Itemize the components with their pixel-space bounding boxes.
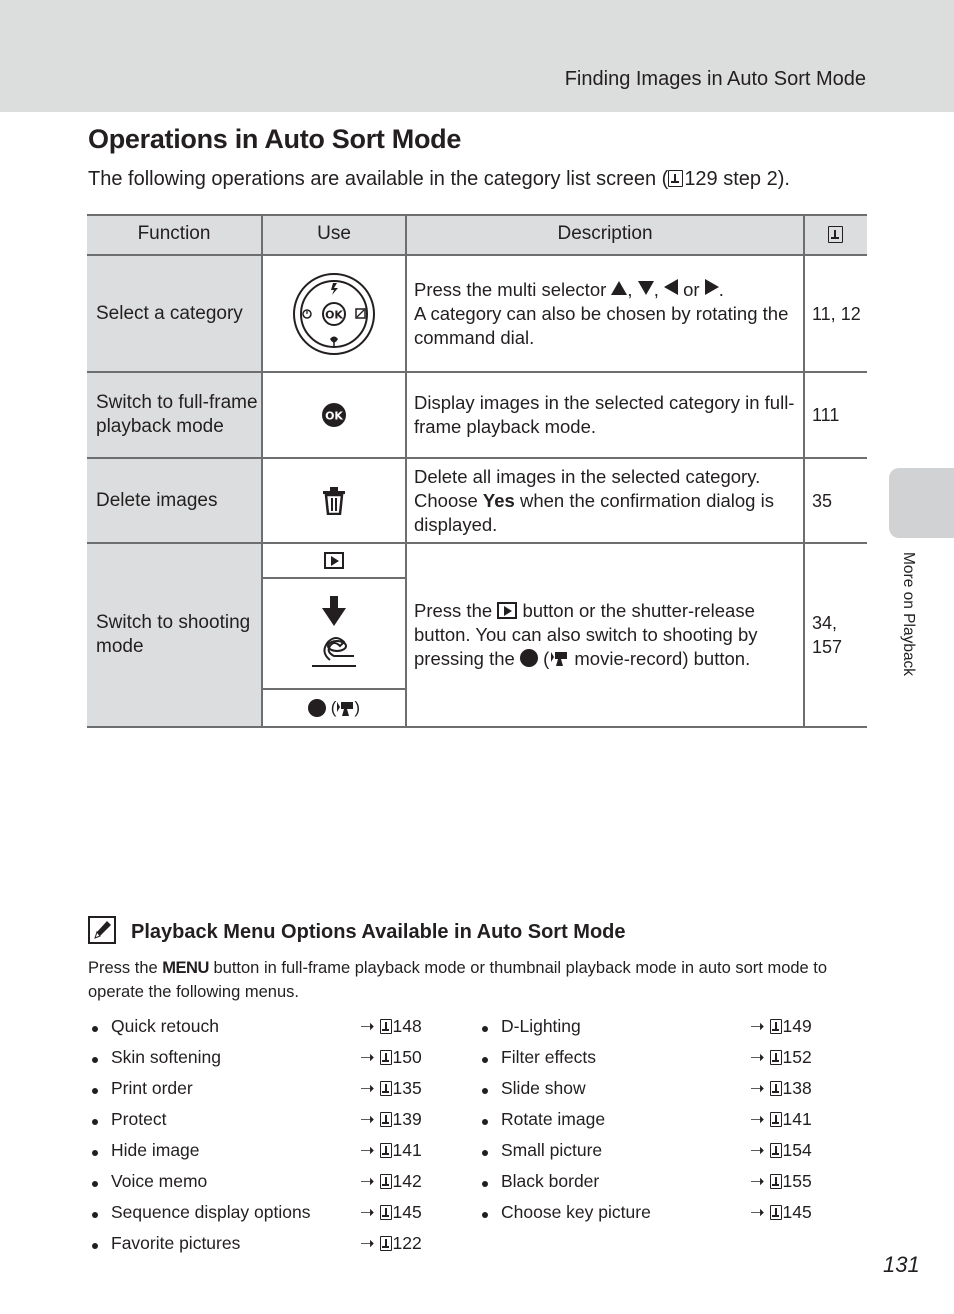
list-item: [89, 1200, 449, 1231]
list-item: [89, 1045, 449, 1076]
menu-options-list-left: [89, 1014, 449, 1262]
list-item: [89, 1076, 449, 1107]
note-text: Press the MENU button in full-frame playback mode or thumbnail playback mode in auto sort mode to operate the following menus.: [88, 959, 828, 1001]
menu-option-label: Rotate image: [501, 1109, 606, 1129]
header-description: Description: [557, 223, 653, 244]
reference-book-icon: [380, 1112, 392, 1127]
bullet-icon: [482, 1181, 488, 1187]
svg-text:OK: OK: [325, 409, 343, 423]
bullet-icon: [92, 1181, 98, 1187]
menu-option-reference: [360, 1233, 422, 1254]
table-row-description: Press the button or the shutter-release button. You can also switch to shooting by pressing the ( movie-record) button.: [414, 600, 758, 669]
playback-button-icon: [263, 544, 405, 577]
arrow-icon: ➝: [750, 1016, 765, 1036]
menu-option-page: 148: [392, 1016, 422, 1036]
menu-option-reference: [750, 1047, 812, 1068]
pencil-note-icon: [88, 916, 116, 944]
list-item: [479, 1045, 839, 1076]
arrow-icon: ➝: [360, 1171, 375, 1191]
playback-button-icon: [497, 602, 517, 619]
menu-option-page: 150: [392, 1047, 422, 1067]
down-arrow-icon: [638, 281, 654, 295]
list-item: [479, 1138, 839, 1169]
menu-option-label: Hide image: [111, 1140, 200, 1160]
menu-option-label: Skin softening: [111, 1047, 221, 1067]
reference-book-icon: [380, 1236, 392, 1251]
arrow-icon: ➝: [360, 1109, 375, 1129]
menu-option-label: Filter effects: [501, 1047, 596, 1067]
menu-option-label: Sequence display options: [111, 1202, 311, 1222]
menu-option-label: Black border: [501, 1171, 600, 1191]
menu-option-label: Print order: [111, 1078, 193, 1098]
menu-option-page: 122: [392, 1233, 422, 1253]
table-row-pages: 34, 157: [812, 613, 843, 657]
reference-book-icon: [770, 1050, 782, 1065]
table-rule: [87, 726, 867, 728]
menu-option-reference: [360, 1109, 422, 1130]
reference-book-icon: [380, 1019, 392, 1034]
reference-book-icon: [380, 1205, 392, 1220]
list-item: [89, 1231, 449, 1262]
ok-button-icon: [263, 373, 405, 457]
arrow-icon: ➝: [750, 1171, 765, 1191]
table-row-pages: 35: [812, 490, 833, 511]
table-row-pages: 11, 12: [812, 303, 861, 324]
bullet-icon: [482, 1212, 488, 1218]
reference-book-icon: [828, 226, 843, 243]
menu-option-page: 145: [392, 1202, 422, 1222]
table-row-description: Delete all images in the selected category. Choose Yes when the confirmation dialog is displayed.: [414, 465, 774, 535]
reference-book-icon: [770, 1174, 782, 1189]
shutter-release-icon: [263, 579, 405, 688]
menu-option-reference: [750, 1109, 812, 1130]
menu-option-page: 149: [782, 1016, 812, 1036]
list-item: [479, 1076, 839, 1107]
menu-option-reference: [360, 1140, 422, 1161]
bullet-icon: [92, 1212, 98, 1218]
bullet-icon: [482, 1026, 488, 1032]
menu-option-page: 145: [782, 1202, 812, 1222]
menu-option-page: 141: [782, 1109, 812, 1129]
svg-text:OK: OK: [325, 308, 343, 321]
arrow-icon: ➝: [360, 1202, 375, 1222]
intro-text: The following operations are available in the category list screen ( 129 step 2).: [88, 168, 790, 190]
header-page: [805, 214, 867, 254]
movie-camera-icon: [549, 649, 569, 667]
table-row-pages: 111: [812, 405, 840, 425]
running-header: Finding Images in Auto Sort Mode: [564, 68, 866, 90]
header-use: Use: [317, 223, 351, 244]
menu-option-reference: [360, 1078, 422, 1099]
reference-book-icon: [380, 1050, 392, 1065]
multi-selector-icon: [263, 256, 405, 371]
menu-option-label: Favorite pictures: [111, 1233, 241, 1253]
menu-option-page: 135: [392, 1078, 422, 1098]
table-row-function: Select a category: [96, 302, 243, 324]
table-row-function: Delete images: [96, 489, 218, 511]
up-arrow-icon: [611, 281, 627, 295]
reference-book-icon: [668, 170, 683, 187]
operations-table: [87, 214, 867, 728]
arrow-icon: ➝: [360, 1233, 375, 1253]
bullet-icon: [92, 1057, 98, 1063]
list-item: [89, 1138, 449, 1169]
menu-option-reference: [750, 1202, 812, 1223]
arrow-icon: ➝: [750, 1202, 765, 1222]
menu-option-reference: [750, 1078, 812, 1099]
reference-book-icon: [770, 1112, 782, 1127]
reference-book-icon: [770, 1081, 782, 1096]
arrow-icon: ➝: [360, 1016, 375, 1036]
chapter-tab[interactable]: [889, 468, 954, 538]
reference-book-icon: [770, 1143, 782, 1158]
menu-option-page: 155: [782, 1171, 812, 1191]
table-row-function: Switch to full-frame playback mode: [96, 392, 258, 437]
menu-option-page: 154: [782, 1140, 812, 1160]
menu-option-reference: [750, 1171, 812, 1192]
menu-option-page: 139: [392, 1109, 422, 1129]
arrow-icon: ➝: [360, 1078, 375, 1098]
menu-option-label: Quick retouch: [111, 1016, 219, 1036]
menu-option-label: Choose key picture: [501, 1202, 651, 1222]
reference-book-icon: [380, 1143, 392, 1158]
list-item: [479, 1200, 839, 1231]
menu-option-label: Slide show: [501, 1078, 586, 1098]
list-item: [479, 1014, 839, 1045]
movie-record-button-icon: ( ): [263, 690, 405, 726]
menu-button-label: MENU: [162, 959, 209, 977]
table-row-description: Press the multi selector , , or . A category can also be chosen by rotating the command dial.: [414, 278, 789, 348]
menu-option-label: Small picture: [501, 1140, 603, 1160]
menu-option-page: 141: [392, 1140, 422, 1160]
reference-book-icon: [770, 1205, 782, 1220]
record-dot-icon: [520, 649, 538, 667]
reference-book-icon: [380, 1081, 392, 1096]
header-band: [0, 0, 954, 112]
list-item: [479, 1107, 839, 1138]
reference-book-icon: [770, 1019, 782, 1034]
arrow-icon: ➝: [360, 1047, 375, 1067]
arrow-icon: ➝: [750, 1140, 765, 1160]
note-title: Playback Menu Options Available in Auto Sort Mode: [131, 921, 626, 943]
bullet-icon: [482, 1119, 488, 1125]
list-item: [89, 1014, 449, 1045]
table-row-description: Display images in the selected category in full-frame playback mode.: [414, 392, 795, 437]
menu-option-page: 138: [782, 1078, 812, 1098]
arrow-icon: ➝: [360, 1140, 375, 1160]
menu-option-reference: [750, 1140, 812, 1161]
right-arrow-icon: [705, 279, 719, 295]
bullet-icon: [92, 1026, 98, 1032]
bullet-icon: [92, 1088, 98, 1094]
menu-option-page: 142: [392, 1171, 422, 1191]
bullet-icon: [92, 1119, 98, 1125]
left-arrow-icon: [664, 279, 678, 295]
reference-book-icon: [380, 1174, 392, 1189]
bullet-icon: [482, 1057, 488, 1063]
arrow-icon: ➝: [750, 1078, 765, 1098]
header-function: Function: [137, 223, 211, 244]
menu-option-reference: [750, 1016, 812, 1037]
menu-option-reference: [360, 1047, 422, 1068]
menu-option-reference: [360, 1171, 422, 1192]
menu-option-label: Protect: [111, 1109, 167, 1129]
list-item: [479, 1169, 839, 1200]
menu-options-list-right: [479, 1014, 839, 1231]
trash-icon: [263, 459, 405, 542]
list-item: [89, 1107, 449, 1138]
menu-option-label: D-Lighting: [501, 1016, 581, 1036]
menu-option-label: Voice memo: [111, 1171, 208, 1191]
section-title: Operations in Auto Sort Mode: [88, 124, 462, 154]
menu-option-reference: [360, 1016, 422, 1037]
arrow-icon: ➝: [750, 1109, 765, 1129]
list-item: [89, 1169, 449, 1200]
page-number: 131: [883, 1252, 920, 1277]
bullet-icon: [482, 1088, 488, 1094]
bullet-icon: [92, 1243, 98, 1249]
menu-option-page: 152: [782, 1047, 812, 1067]
chapter-tab-label: More on Playback: [900, 552, 917, 677]
bullet-icon: [482, 1150, 488, 1156]
table-row-function: Switch to shooting mode: [96, 612, 251, 657]
bullet-icon: [92, 1150, 98, 1156]
menu-option-reference: [360, 1202, 422, 1223]
arrow-icon: ➝: [750, 1047, 765, 1067]
